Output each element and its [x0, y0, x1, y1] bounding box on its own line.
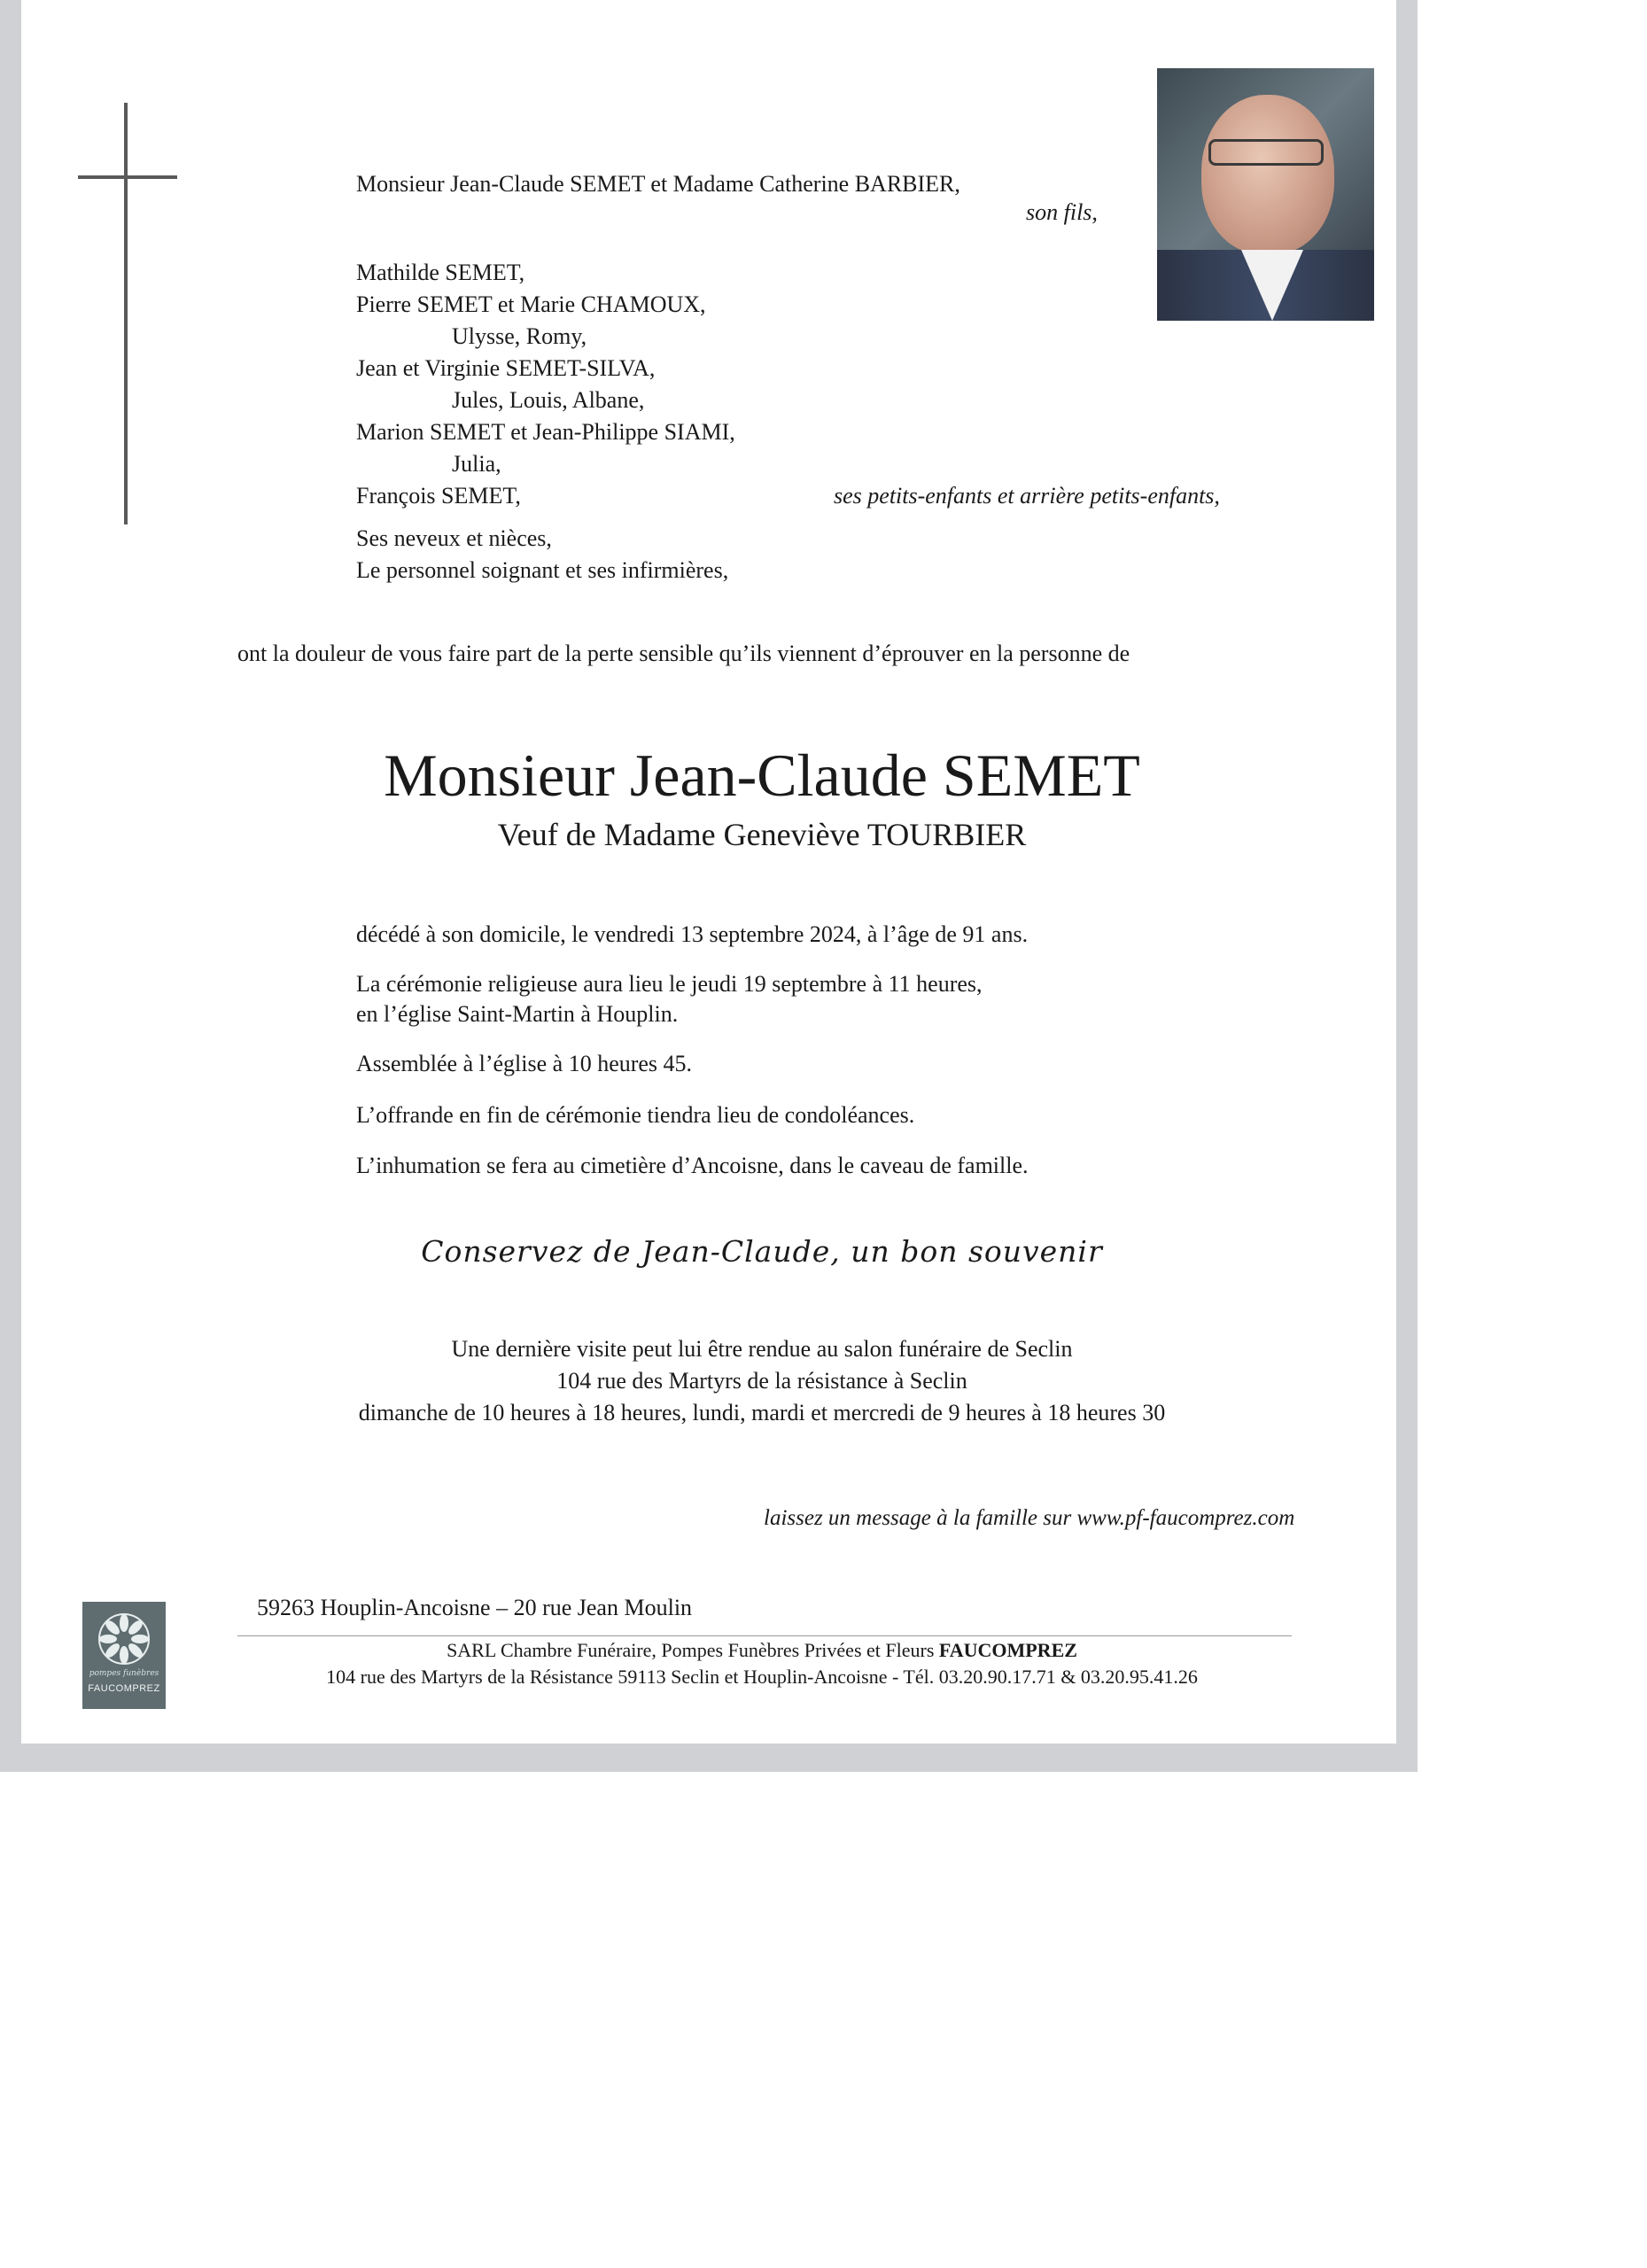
visit-line: 104 rue des Martyrs de la résistance à Seclin — [556, 1368, 967, 1394]
address-line: 59263 Houplin-Ancoisne – 20 rue Jean Moulin — [257, 1595, 693, 1620]
grandchild-line: Jules, Louis, Albane, — [452, 387, 645, 413]
detail-line: Assemblée à l’église à 10 heures 45. — [356, 1051, 693, 1076]
detail-line: en l’église Saint-Martin à Houplin. — [356, 1001, 679, 1027]
photo-glasses — [1208, 139, 1324, 166]
detail-line: L’inhumation se fera au cimetière d’Ancoisne, dans le caveau de famille. — [356, 1153, 1029, 1178]
detail-line: La cérémonie religieuse aura lieu le jeudi 19 septembre à 11 heures, — [356, 971, 983, 997]
company-prefix: SARL Chambre Funéraire, Pompes Funèbres Privées et Fleurs — [447, 1639, 939, 1661]
grandchild-line: Pierre SEMET et Marie CHAMOUX, — [356, 291, 706, 317]
announcement-text: ont la douleur de vous faire part de la perte sensible qu’ils viennent d’éprouver en la personne de — [237, 641, 1130, 666]
detail-line: L’offrande en fin de cérémonie tiendra lieu de condoléances. — [356, 1102, 915, 1128]
grandchildren-label: ses petits-enfants et arrière petits-enfants, — [834, 483, 1220, 509]
others-line: Le personnel soignant et ses infirmières, — [356, 557, 729, 583]
portrait-photo — [1157, 68, 1374, 321]
logo-tagline: pompes funèbres — [89, 1669, 159, 1678]
others-line: Ses neveux et nièces, — [356, 525, 552, 551]
remembrance-line: Conservez de Jean-Claude, un bon souvenir — [421, 1234, 1103, 1269]
detail-line: décédé à son domicile, le vendredi 13 septembre 2024, à l’âge de 91 ans. — [356, 921, 1029, 947]
son-label: son fils, — [1026, 199, 1098, 225]
grandchild-line: Jean et Virginie SEMET-SILVA, — [356, 355, 656, 381]
footer-divider — [237, 1635, 1292, 1636]
cross-icon-bar — [78, 175, 177, 179]
company-line — [0, 1637, 1524, 1664]
grandchild-line: Marion SEMET et Jean-Philippe SIAMI, — [356, 419, 735, 445]
cross-icon — [124, 103, 128, 524]
deceased-name: Monsieur Jean-Claude SEMET — [384, 742, 1140, 809]
grandchild-line: Ulysse, Romy, — [452, 323, 587, 349]
logo-name: FAUCOMPREZ — [88, 1683, 160, 1694]
deceased-subtitle: Veuf de Madame Geneviève TOURBIER — [497, 817, 1027, 852]
family-son-line: Monsieur Jean-Claude SEMET et Madame Catherine BARBIER, — [356, 171, 960, 197]
contact-line: 104 rue des Martyrs de la Résistance 59113 Seclin et Houplin-Ancoisne - Tél. 03.20.90.17.71 & 03.20.95.41.26 — [326, 1666, 1198, 1688]
grandchild-line: Mathilde SEMET, — [356, 260, 525, 285]
visit-line: Une dernière visite peut lui être rendue au salon funéraire de Seclin — [451, 1336, 1073, 1362]
visit-line: dimanche de 10 heures à 18 heures, lundi, mardi et mercredi de 9 heures à 18 heures 30 — [358, 1400, 1166, 1425]
photo-face — [1201, 95, 1334, 254]
grandchild-line: Julia, — [452, 451, 501, 477]
company-name: FAUCOMPREZ — [938, 1639, 1077, 1661]
message-link[interactable]: laissez un message à la famille sur www.pf-faucomprez.com — [764, 1506, 1295, 1530]
grandchild-line: François SEMET, — [356, 483, 521, 509]
